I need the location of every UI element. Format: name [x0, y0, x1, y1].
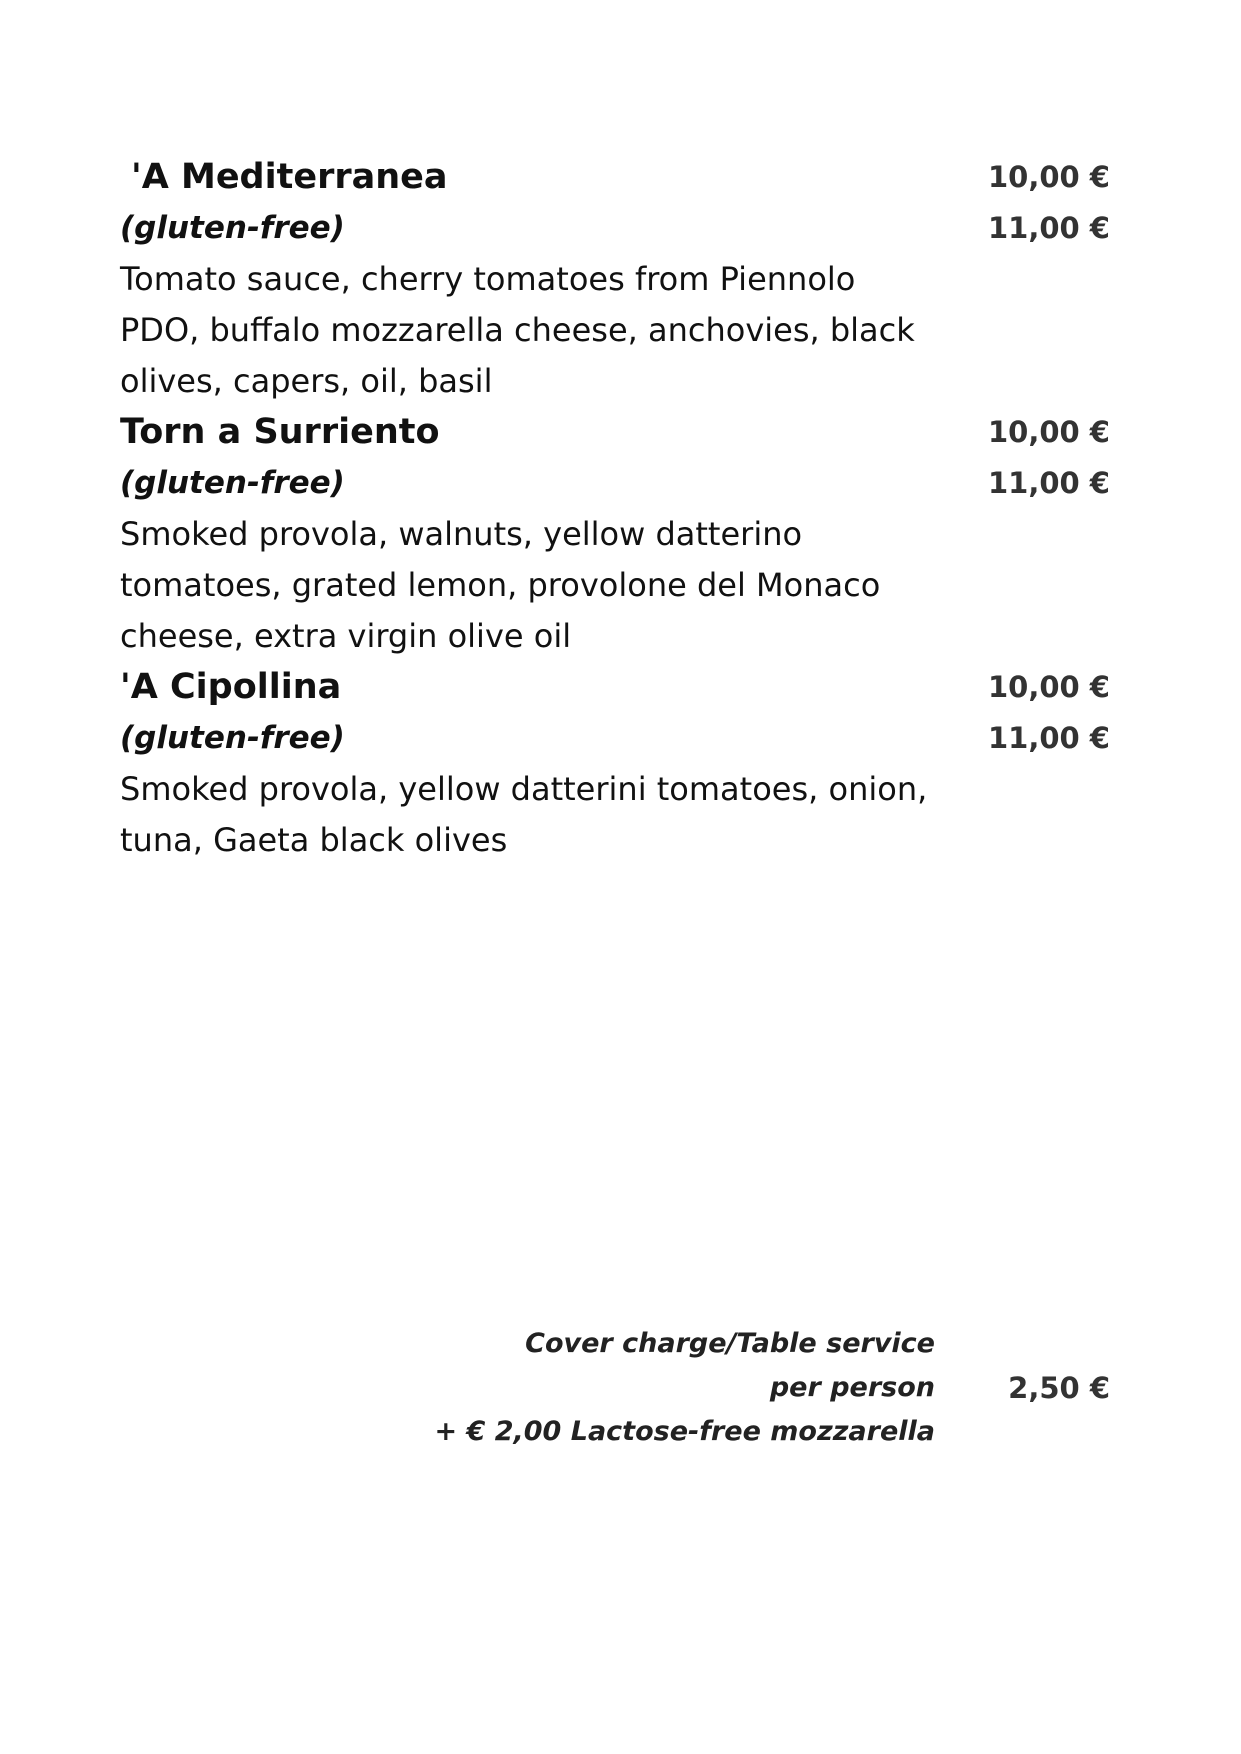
description-line: cheese, extra virgin olive oil	[120, 617, 572, 655]
menu-item	[120, 662, 1110, 866]
item-description	[120, 254, 960, 407]
item-variant-label: (gluten-free)	[120, 210, 345, 246]
description-line: olives, capers, oil, basil	[120, 362, 493, 400]
item-title-row	[120, 152, 1110, 203]
description-line: PDO, buffalo mozzarella cheese, anchovies, black	[120, 311, 915, 349]
cover-charge-price: 2,50 €	[1008, 1371, 1110, 1405]
cover-charge-text	[435, 1322, 935, 1454]
item-variant-price: 11,00 €	[987, 211, 1110, 245]
per-person-line: per person	[769, 1372, 935, 1403]
menu-item	[120, 152, 1110, 407]
item-variant-label: (gluten-free)	[120, 720, 345, 756]
lactose-free-line: + € 2,00 Lactose-free mozzarella	[434, 1416, 935, 1447]
item-title-row	[120, 407, 1110, 458]
item-price: 10,00 €	[987, 670, 1110, 704]
item-price: 10,00 €	[987, 160, 1110, 194]
menu-list	[120, 152, 1110, 866]
cover-charge-note	[120, 1322, 1110, 1462]
item-description	[120, 764, 960, 866]
item-variant-row	[120, 713, 1110, 764]
item-name: Torn a Surriento	[120, 412, 440, 452]
item-variant-row	[120, 203, 1110, 254]
item-variant-label: (gluten-free)	[120, 465, 345, 501]
item-title-row	[120, 662, 1110, 713]
item-price: 10,00 €	[987, 415, 1110, 449]
description-line: tuna, Gaeta black olives	[120, 821, 508, 859]
description-line: Tomato sauce, cherry tomatoes from Piennolo	[120, 260, 856, 298]
item-description	[120, 509, 960, 662]
cover-charge-line: Cover charge/Table service	[525, 1328, 935, 1359]
item-variant-row	[120, 458, 1110, 509]
item-name: 'A Mediterranea	[131, 157, 448, 197]
item-variant-price: 11,00 €	[987, 721, 1110, 755]
description-line: tomatoes, grated lemon, provolone del Monaco	[120, 566, 881, 604]
description-line: Smoked provola, yellow datterini tomatoes, onion,	[120, 770, 928, 808]
item-name: 'A Cipollina	[120, 667, 342, 707]
menu-item	[120, 407, 1110, 662]
item-variant-price: 11,00 €	[987, 466, 1110, 500]
description-line: Smoked provola, walnuts, yellow datterino	[120, 515, 803, 553]
